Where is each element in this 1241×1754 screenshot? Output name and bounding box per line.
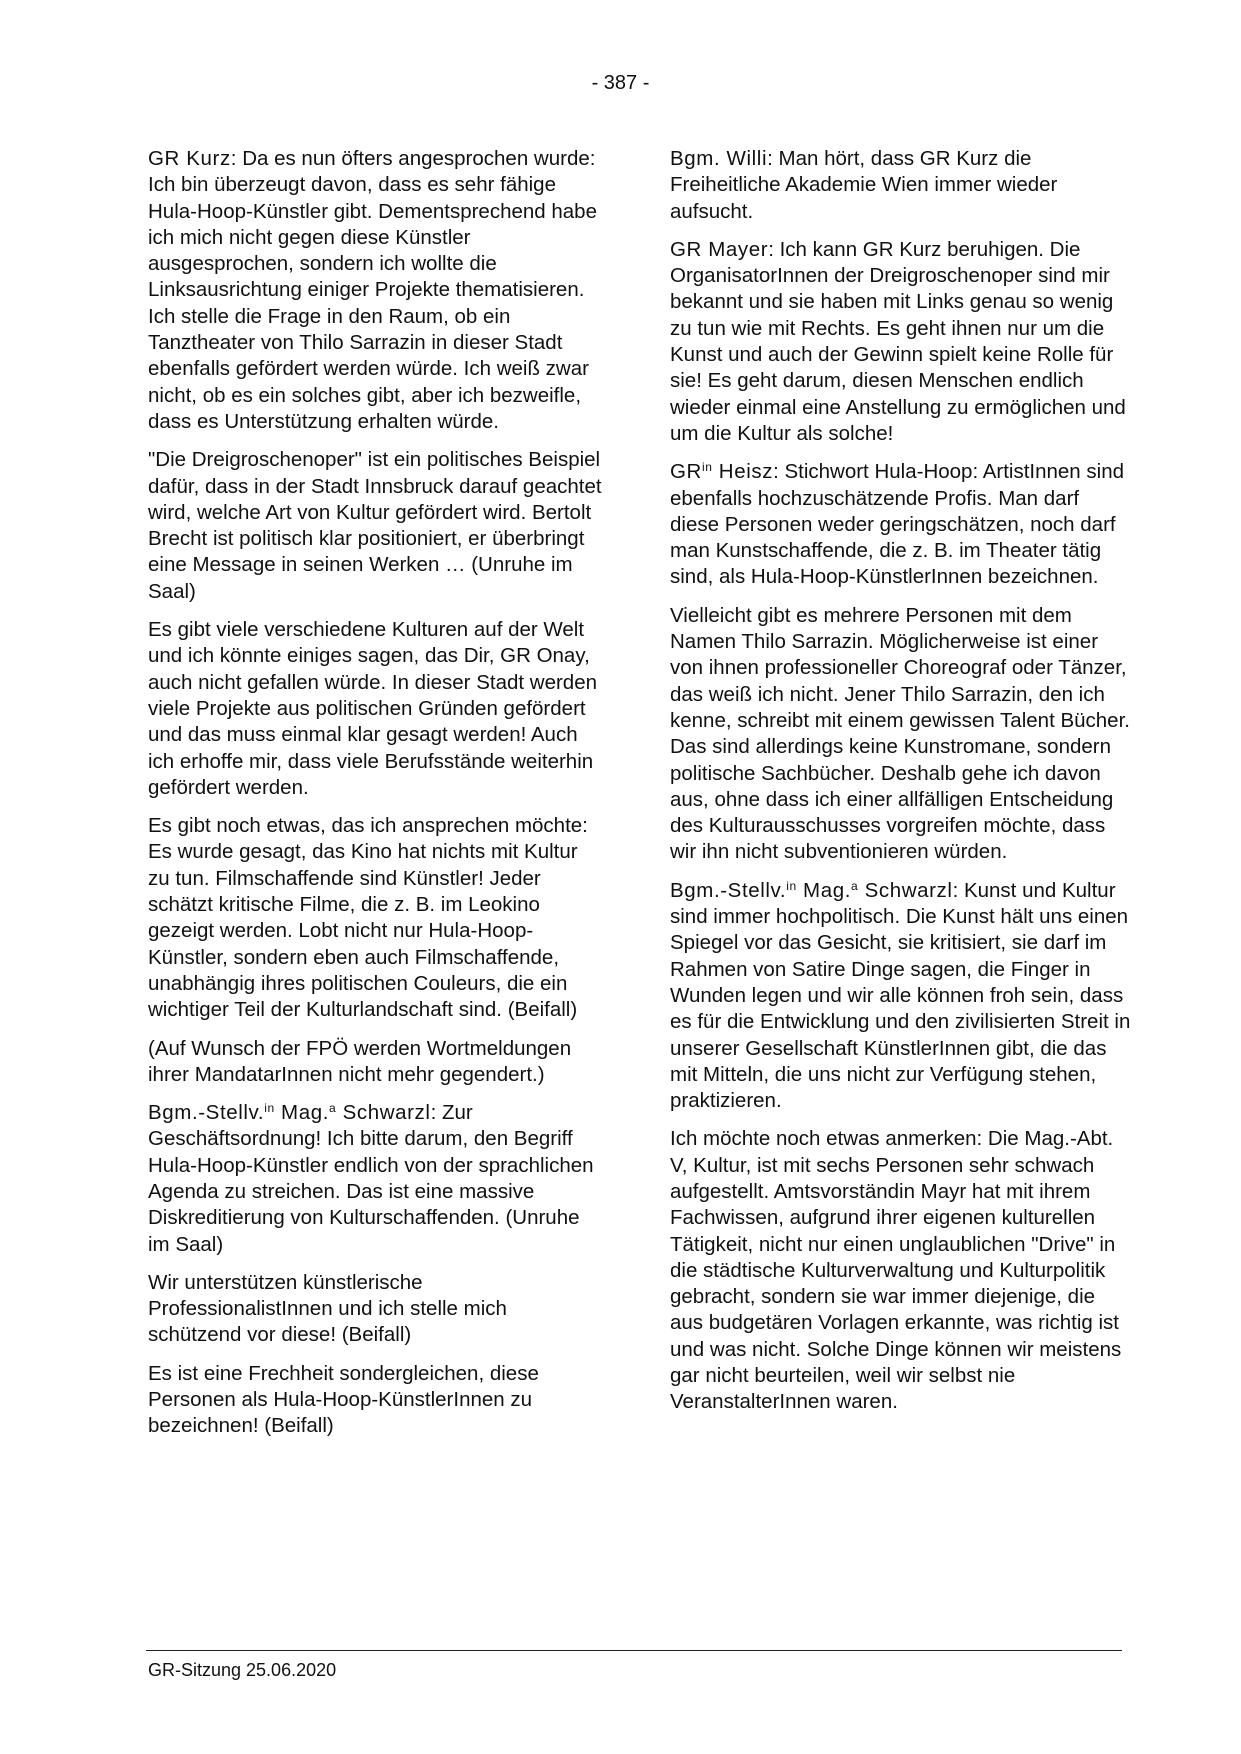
speaker-name: Bgm.-Stellv.$^{in}$ Mag.$^a$ Schwarzl <box>670 878 953 902</box>
paragraph: Es gibt noch etwas, das ich ansprechen möchte: Es wurde gesagt, das Kino hat nichts mit Kultur zu tun. Filmschaffende sind Künstler! Jeder schätzt kritische Filme, die z. B. im Leokino gezeigt werden. Lobt nicht nur Hula-Hoop-Künstler, sondern eben auch Filmschaffende, unabhängig ihres politischen Couleurs, die ein wichtiger Teil der Kulturlandschaft sind. (Beifall) <box>148 814 588 1022</box>
speaker-name: $GR^{in}$ Heisz <box>670 460 774 484</box>
paragraph <box>148 1100 603 1258</box>
paragraph: "Die Dreigroschenoper" ist ein politisches Beispiel dafür, dass in der Stadt Innsbruck darauf geachtet wird, welche Art von Kultur gefördert wird. Bertolt Brecht ist politisch klar positioniert, er überbringt eine Message in seinen Werken … (Unruhe im Saal) <box>148 448 602 603</box>
paragraph-text: : Ich kann GR Kurz beruhigen. Die OrganisatorInnen der Dreigroschenoper sind mir bekannt und sie haben mit Links genau so wenig zu tun wie mit Rechts. Es geht ihnen nur um die Kunst und auch der Gewinn spielt keine Rolle für sie! Es geht darum, diesen Menschen endlich wieder einmal eine Anstellung zu ermöglichen und um die Kultur als solche! <box>670 237 1126 445</box>
paragraph-text: : Stichwort Hula-Hoop: ArtistInnen sind ebenfalls hochzuschätzende Profis. Man darf diese Personen weder geringschätzen, noch darf man Kunstschaffende, die z. B. im Theater tätig sind, als Hula-Hoop-KünstlerInnen bezeichnen. <box>670 460 1125 589</box>
paragraph: Es gibt viele verschiedene Kulturen auf der Welt und ich könnte einiges sagen, das Dir, GR Onay, auch nicht gefallen würde. In dieser Stadt werden viele Projekte aus politischen Gründen gefördert und das muss einmal klar gesagt werden! Auch ich erhoffe mir, dass viele Berufsstände weiterhin gefördert werden. <box>148 618 597 799</box>
paragraph-text: : Man hört, dass GR Kurz die Freiheitliche Akademie Wien immer wieder aufsucht. <box>670 147 1058 223</box>
paragraph-text: : Kunst und Kultur sind immer hochpolitisch. Die Kunst hält uns einen Spiegel vor das Gesicht, sie kritisiert, sie darf im Rahmen von Satire Dinge sagen, die Finger in Wunden legen und wir alle können froh sein, dass es für die Entwicklung und den zivilisierten Streit in unserer Gesellschaft KünstlerInnen gibt, die das mit Mitteln, die uns nicht zur Verfügung stehen, praktizieren. <box>670 878 1131 1113</box>
paragraph: Vielleicht gibt es mehrere Personen mit dem Namen Thilo Sarrazin. Möglicherweise ist einer von ihnen professioneller Choreograf oder Tänzer, das weiß ich nicht. Jener Thilo Sarrazin, den ich kenne, schreibt mit einem gewissen Talent Bücher. Das sind allerdings keine Kunstromane, sondern politische Sachbücher. Deshalb gehe ich davon aus, ohne dass ich einer allfälligen Entscheidung des Kulturausschusses vorgreifen möchte, dass wir ihn nicht subventionieren würden. <box>670 603 1130 864</box>
footer-divider <box>146 1650 1122 1651</box>
paragraph <box>670 237 1132 447</box>
paragraph: Wir unterstützen künstlerische ProfessionalistInnen und ich stelle mich schützend vor diese! (Beifall) <box>148 1270 507 1347</box>
left-column <box>148 146 603 1452</box>
footer-session-date: GR-Sitzung 25.06.2020 <box>148 1660 337 1680</box>
paragraph: (Auf Wunsch der FPÖ werden Wortmeldungen ihrer MandatarInnen nicht mehr gegendert.) <box>148 1036 572 1086</box>
speaker-name: Bgm. Willi <box>670 147 768 170</box>
speaker-name: Bgm.-Stellv.$^{in}$ Mag.$^a$ Schwarzl <box>148 1101 431 1125</box>
paragraph <box>670 878 1132 1115</box>
paragraph-text: : Da es nun öfters angesprochen wurde: Ich bin überzeugt davon, dass es sehr fähige Hula-Hoop-Künstler gibt. Dementsprechend habe ich mich nicht gegen diese Künstler ausgesprochen, sondern ich wollte die Linksausrichtung einiger Projekte thematisieren. Ich stelle die Frage in den Raum, ob ein Tanztheater von Thilo Sarrazin in dieser Stadt ebenfalls gefördert werden würde. Ich weiß zwar nicht, ob es ein solches gibt, aber ich bezweifle, dass es Unterstützung erhalten würde. <box>148 147 597 433</box>
speaker-name: GR Mayer <box>670 237 769 261</box>
paragraph: Es ist eine Frechheit sondergleichen, diese Personen als Hula-Hoop-KünstlerInnen zu bezeichnen! (Beifall) <box>148 1361 539 1438</box>
paragraph: Ich möchte noch etwas anmerken: Die Mag.-Abt. V, Kultur, ist mit sechs Personen sehr schwach aufgestellt. Amtsvorständin Mayr hat mit ihrem Fachwissen, aufgrund ihrer eigenen kulturellen Tätigkeit, nicht nur einen unglaublichen "Drive" in die städtische Kulturverwaltung und Kulturpolitik gebracht, sondern sie war immer diejenige, die aus budgetären Vorlagen erkannte, was richtig ist und was nicht. Solche Dinge können wir meistens gar nicht beurteilen, weil wir selbst nie VeranstalterInnen waren. <box>670 1127 1122 1414</box>
right-column <box>670 146 1132 1428</box>
paragraph <box>148 146 603 435</box>
page-number: - 387 - <box>591 72 650 94</box>
paragraph <box>670 459 1132 590</box>
speaker-name: GR Kurz <box>148 147 231 170</box>
paragraph <box>670 146 1132 225</box>
paragraph-text: : Zur Geschäftsordnung! Ich bitte darum, den Begriff Hula-Hoop-Künstler endlich von der sprachlichen Agenda zu streichen. Das ist eine massive Diskreditierung von Kulturschaffenden. (Unruhe im Saal) <box>148 1101 594 1256</box>
